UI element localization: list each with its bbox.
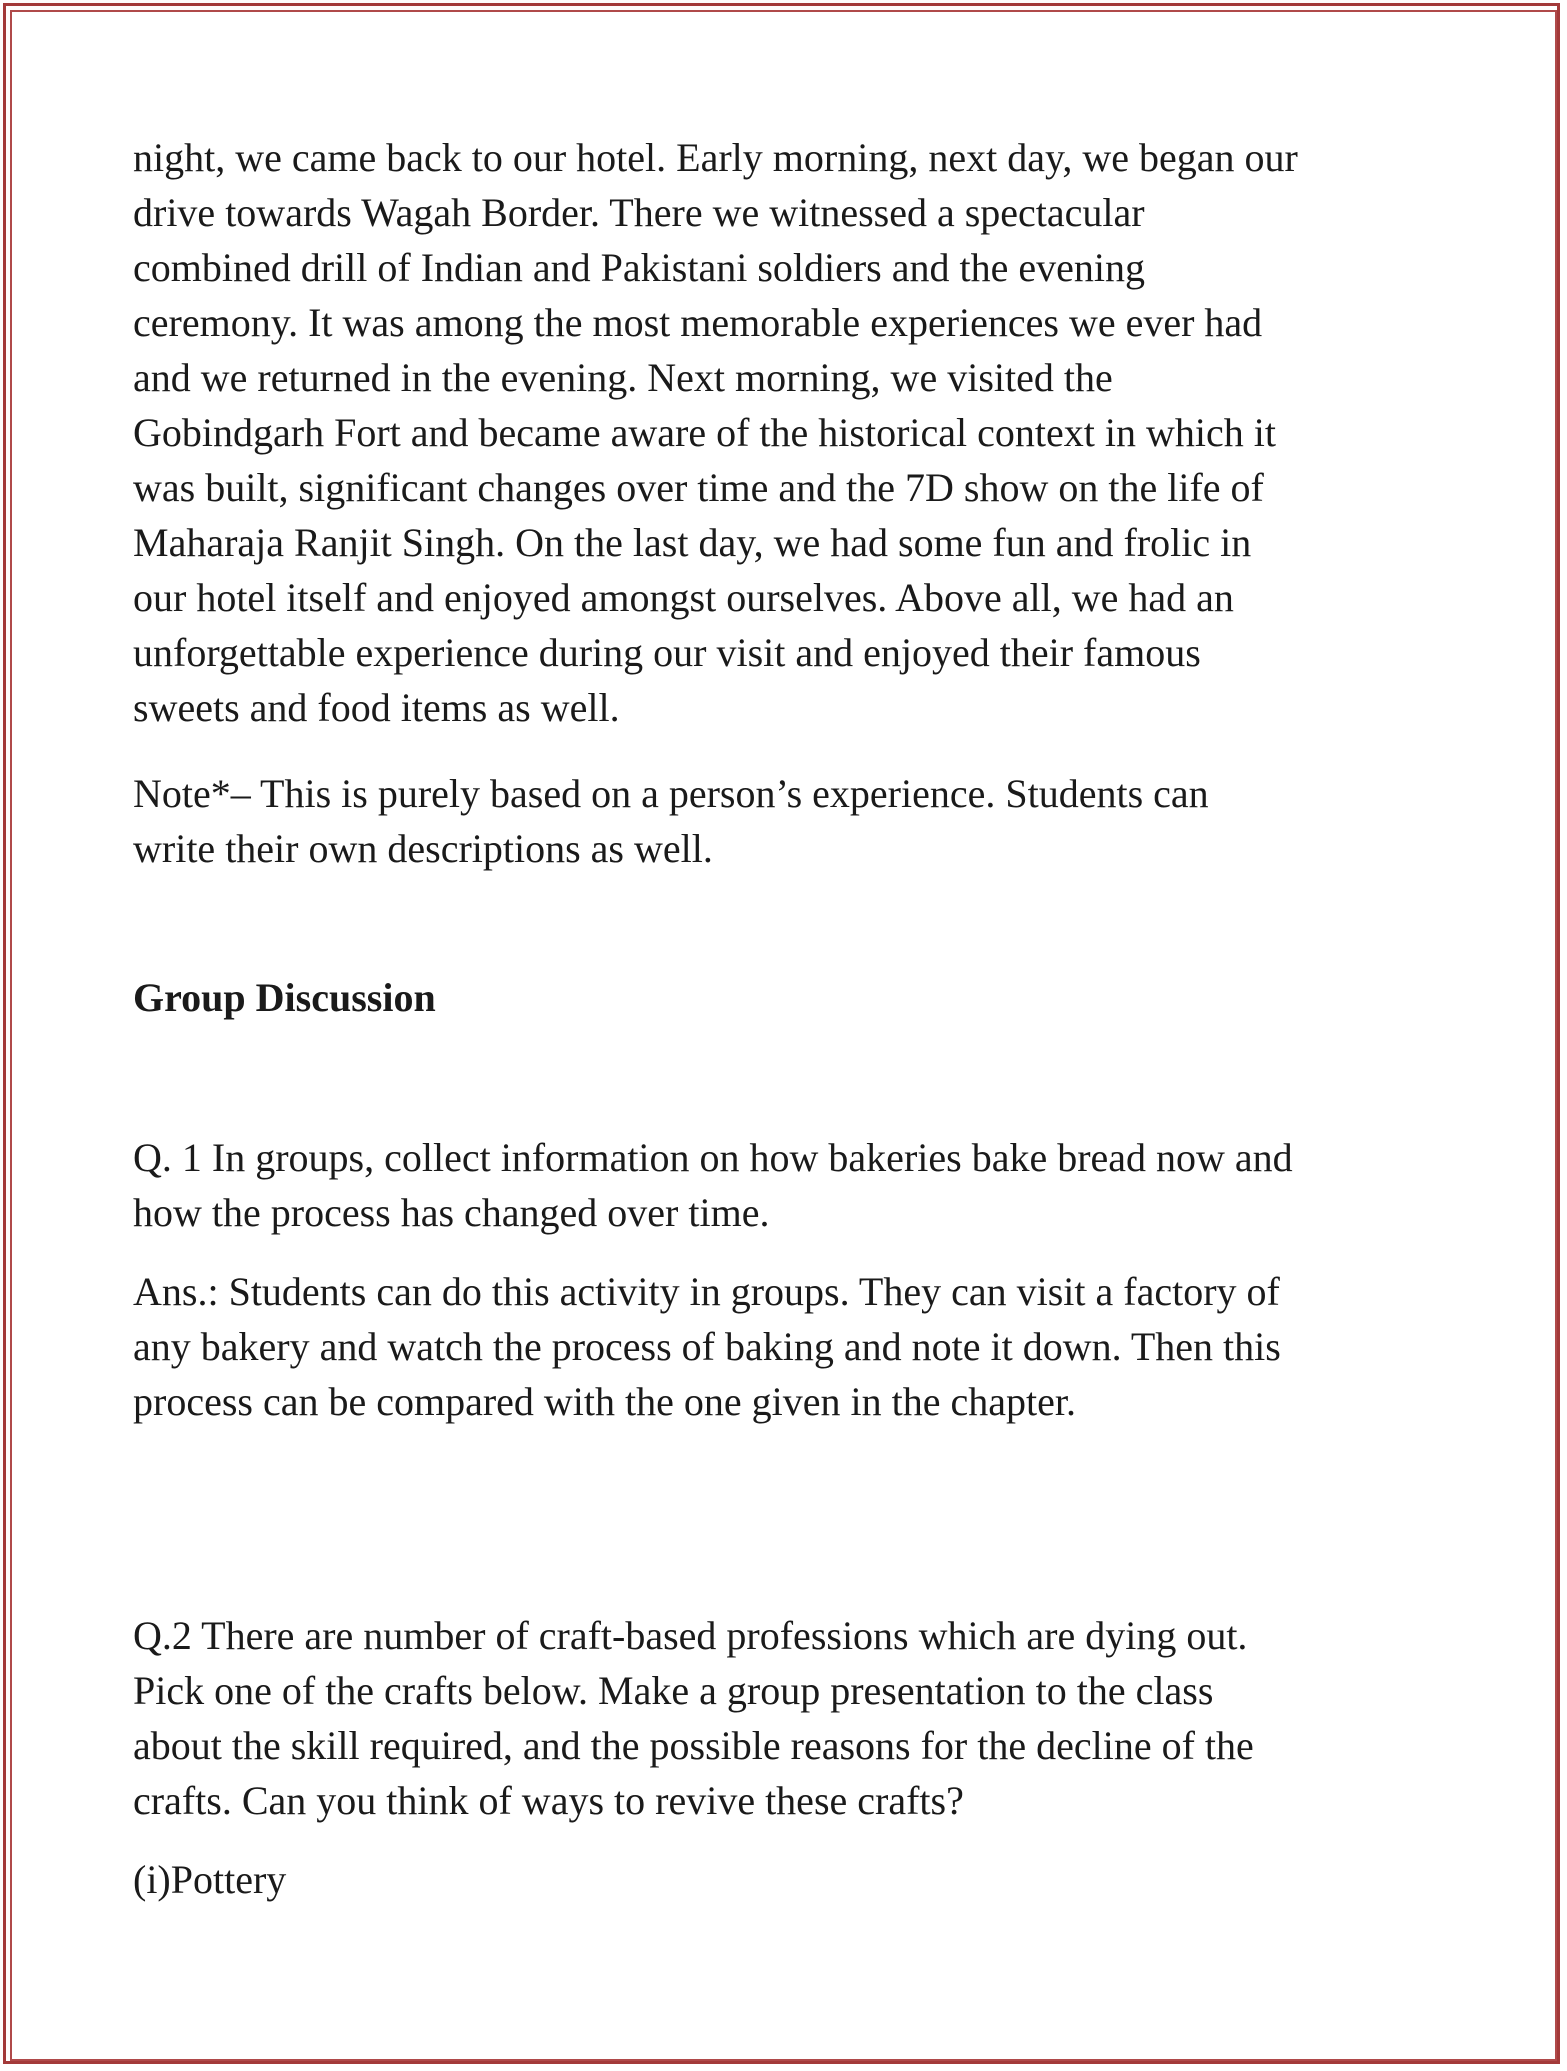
text-line: sweets and food items as well. bbox=[133, 685, 620, 730]
text-line: Note*– This is purely based on a person’s experience. Students can bbox=[133, 771, 1209, 816]
text-line: drive towards Wagah Border. There we witnessed a spectacular bbox=[133, 190, 1145, 235]
text-line: crafts. Can you think of ways to revive these crafts? bbox=[133, 1778, 964, 1823]
text-line: night, we came back to our hotel. Early morning, next day, we began our bbox=[133, 135, 1298, 180]
text-line: Q. 1 In groups, collect information on how bakeries bake bread now and bbox=[133, 1135, 1293, 1180]
text-line: how the process has changed over time. bbox=[133, 1190, 770, 1235]
text-line: Maharaja Ranjit Singh. On the last day, we had some fun and frolic in bbox=[133, 520, 1252, 565]
craft-item: (i)Pottery bbox=[133, 1857, 287, 1902]
question-1 bbox=[133, 1130, 1293, 1240]
text-line: combined drill of Indian and Pakistani soldiers and the evening bbox=[133, 245, 1145, 290]
text-line: and we returned in the evening. Next morning, we visited the bbox=[133, 355, 1113, 400]
answer-1 bbox=[133, 1264, 1281, 1429]
text-line: any bakery and watch the process of baking and note it down. Then this bbox=[133, 1324, 1281, 1369]
text-line: Q.2 There are number of craft-based professions which are dying out. bbox=[133, 1613, 1248, 1658]
text-line: ceremony. It was among the most memorable experiences we ever had bbox=[133, 300, 1263, 345]
intro-paragraph bbox=[133, 130, 1298, 735]
text-line: unforgettable experience during our visit and enjoyed their famous bbox=[133, 630, 1201, 675]
text-line: was built, significant changes over time and the 7D show on the life of bbox=[133, 465, 1264, 510]
text-line: Pick one of the crafts below. Make a group presentation to the class bbox=[133, 1668, 1214, 1713]
text-line: about the skill required, and the possible reasons for the decline of the bbox=[133, 1723, 1254, 1768]
text-line: Ans.: Students can do this activity in groups. They can visit a factory of bbox=[133, 1269, 1280, 1314]
text-line: our hotel itself and enjoyed amongst ourselves. Above all, we had an bbox=[133, 575, 1234, 620]
text-line: Gobindgarh Fort and became aware of the historical context in which it bbox=[133, 410, 1276, 455]
text-line: write their own descriptions as well. bbox=[133, 826, 713, 871]
text-line: process can be compared with the one given in the chapter. bbox=[133, 1379, 1076, 1424]
section-heading: Group Discussion bbox=[133, 975, 436, 1020]
note-paragraph bbox=[133, 766, 1209, 876]
question-2 bbox=[133, 1608, 1254, 1828]
